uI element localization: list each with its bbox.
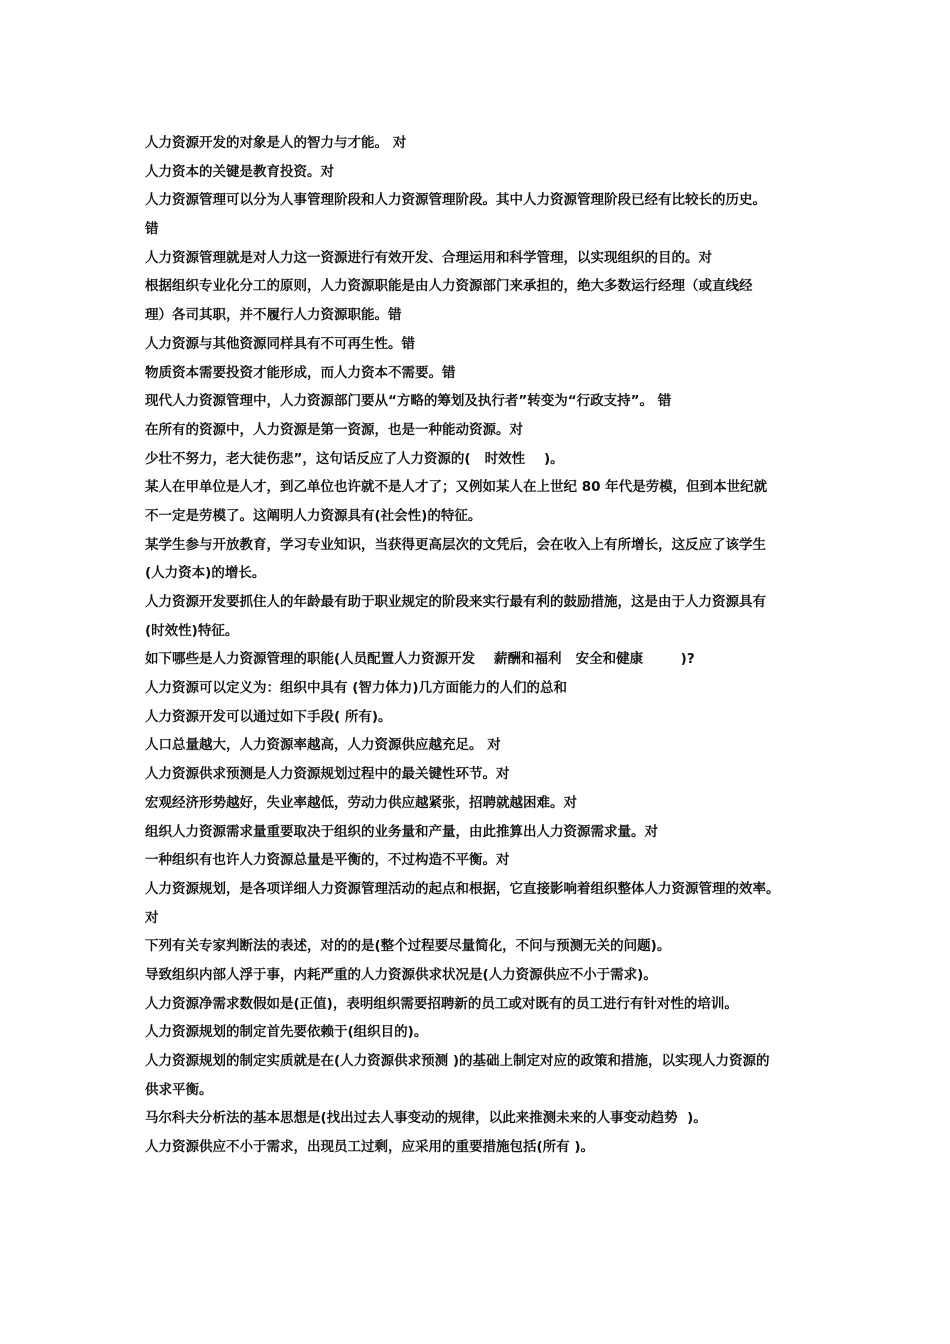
text-line: 某人在甲单位是人才，到乙单位也许就不是人才了；又例如某人在上世纪 80 年代是劳模，但到本世纪就	[145, 479, 768, 496]
document-body	[145, 129, 825, 1162]
text-line: 人力资源与其他资源同样具有不可再生性。错	[145, 335, 415, 352]
text-line: (人力资本)的增长。	[145, 565, 266, 582]
text-line: 错	[145, 221, 159, 238]
text-line: 导致组织内部人浮于事，内耗严重的人力资源供求状况是(人力资源供应不小于需求)。	[145, 966, 657, 983]
text-line: 人力资源净需求数假如是(正值)，表明组织需要招聘新的员工或对既有的员工进行有针对性的培训。	[145, 995, 738, 1012]
text-line: 理）各司其职，并不履行人力资源职能。错	[145, 307, 402, 324]
text-line: 下列有关专家判断法的表述，对的的是(整个过程要尽量简化，不问与预测无关的问题)。	[145, 938, 671, 955]
text-line: 人力资源可以定义为：组织中具有 (智力体力)几方面能力的人们的总和	[145, 680, 568, 697]
text-line: 人力资源开发可以通过如下手段( 所有)。	[145, 708, 392, 725]
text-line: 宏观经济形势越好，失业率越低，劳动力供应越紧张，招聘就越困难。对	[145, 794, 577, 811]
text-line: 马尔科夫分析法的基本思想是(找出过去人事变动的规律，以此来推测未来的人事变动趋势 )。	[145, 1110, 707, 1127]
text-line: 人力资源供求预测是人力资源规划过程中的最关键性环节。对	[145, 766, 510, 783]
text-line: 人力资源管理可以分为人事管理阶段和人力资源管理阶段。其中人力资源管理阶段已经有比较长的历史。	[145, 192, 766, 209]
text-line: 在所有的资源中，人力资源是第一资源，也是一种能动资源。对	[145, 421, 523, 438]
text-line: 如下哪些是人力资源管理的职能(人员配置人力资源开发 薪酬和福利 安全和健康 )?	[145, 651, 695, 668]
text-line: (时效性)特征。	[145, 622, 239, 639]
text-line: 现代人力资源管理中，人力资源部门要从“方略的筹划及执行者”转变为“行政支持”。 错	[145, 393, 672, 410]
text-line: 人力资源规划，是各项详细人力资源管理活动的起点和根据，它直接影响着组织整体人力资源管理的效率。	[145, 880, 780, 897]
text-line: 组织人力资源需求量重要取决于组织的业务量和产量，由此推算出人力资源需求量。对	[145, 823, 658, 840]
text-line: 对	[145, 909, 159, 926]
text-line: 供求平衡。	[145, 1081, 213, 1098]
text-line: 少壮不努力，老大徒伤悲”，这句话反应了人力资源的( 时效性 )。	[145, 450, 564, 467]
text-line: 人力资源规划的制定实质就是在(人力资源供求预测 )的基础上制定对应的政策和措施，以实现人力资源的	[145, 1053, 770, 1069]
text-line: 不一定是劳模了。这阐明人力资源具有(社会性)的特征。	[145, 507, 482, 524]
text-line: 人力资源管理就是对人力这一资源进行有效开发、合理运用和科学管理，以实现组织的目的。对	[145, 249, 712, 266]
text-line: 一种组织有也许人力资源总量是平衡的，不过构造不平衡。对	[145, 852, 510, 869]
text-line: 人力资源开发的对象是人的智力与才能。 对	[145, 135, 407, 151]
text-line: 人口总量越大，人力资源率越高，人力资源供应越充足。 对	[145, 737, 501, 754]
text-line: 人力资源开发要抓住人的年龄最有助于职业规定的阶段来实行最有利的鼓励措施，这是由于人力资源具有	[145, 594, 766, 610]
text-line: 物质资本需要投资才能形成，而人力资本不需要。错	[145, 364, 456, 381]
text-line: 人力资源供应不小于需求，出现员工过剩，应采用的重要措施包括(所有 )。	[145, 1139, 595, 1156]
text-line: 人力资源规划的制定首先要依赖于(组织目的)。	[145, 1024, 428, 1041]
text-line: 人力资本的关键是教育投资。对	[145, 163, 334, 180]
text-line: 某学生参与开放教育，学习专业知识，当获得更高层次的文凭后，会在收入上有所增长，这反应了该学生	[145, 536, 766, 553]
text-line: 根据组织专业化分工的原则，人力资源职能是由人力资源部门来承担的，绝大多数运行经理（或直线经	[145, 278, 753, 295]
